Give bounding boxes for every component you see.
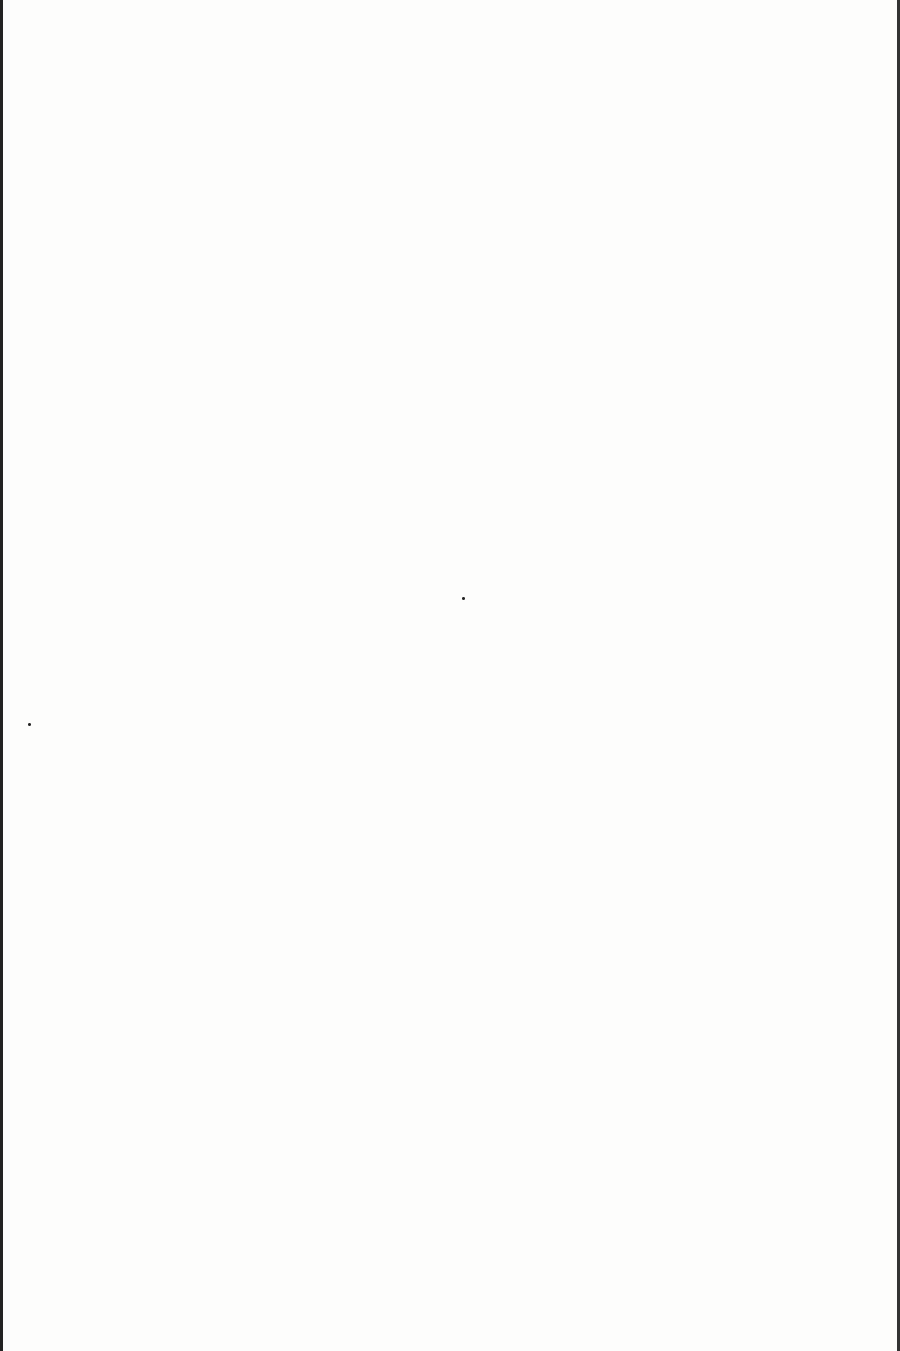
page-left-edge <box>0 0 3 1351</box>
scan-speck <box>462 597 465 600</box>
scan-speck <box>28 723 31 726</box>
table-of-contents <box>140 196 830 366</box>
